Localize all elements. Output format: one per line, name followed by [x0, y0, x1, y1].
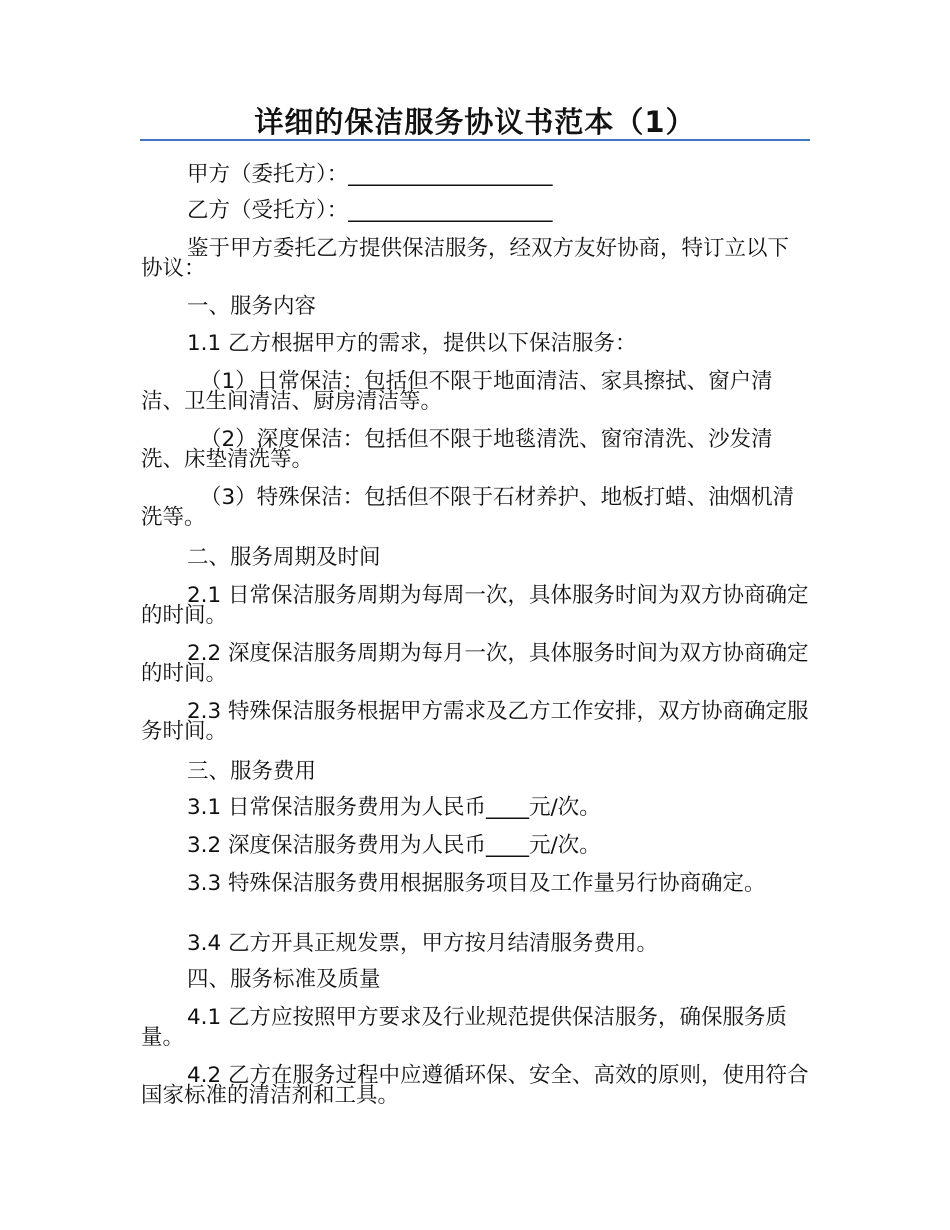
- clause-3-4: 3.4 乙方开具正规发票，甲方按月结清服务费用。: [187, 931, 659, 956]
- section-heading-2: 二、服务周期及时间: [187, 545, 381, 570]
- section-heading-1: 一、服务内容: [187, 294, 317, 319]
- service-item-1: （1）日常保洁：包括但不限于地面清洁、家具擦拭、窗户清洁、卫生间清洁、厨房清洁等。: [141, 369, 773, 414]
- service-item-3: （3）特殊保洁：包括但不限于石材养护、地板打蜡、油烟机清洗等。: [141, 485, 795, 530]
- clause-3-3: 3.3 特殊保洁服务费用根据服务项目及工作量另行协商确定。: [187, 871, 766, 896]
- preamble-paragraph: 鉴于甲方委托乙方提供保洁服务，经双方友好协商，特订立以下协议：: [141, 236, 790, 281]
- clause-4-2: 4.2 乙方在服务过程中应遵循环保、安全、高效的原则，使用符合国家标准的清洁剂和工具。: [141, 1063, 809, 1108]
- clause-2-1: 2.1 日常保洁服务周期为每周一次，具体服务时间为双方协商确定的时间。: [141, 583, 809, 628]
- party-a-line: 甲方（委托方）：___________________: [187, 162, 553, 187]
- section-heading-4: 四、服务标准及质量: [187, 967, 381, 992]
- clause-4-1: 4.1 乙方应按照甲方要求及行业规范提供保洁服务，确保服务质量。: [141, 1005, 788, 1050]
- clause-3-2: 3.2 深度保洁服务费用为人民币____元/次。: [187, 833, 601, 858]
- section-heading-3: 三、服务费用: [187, 759, 317, 784]
- document-title: 详细的保洁服务协议书范本（1）: [254, 105, 696, 139]
- clause-3-1: 3.1 日常保洁服务费用为人民币____元/次。: [187, 795, 601, 820]
- service-item-2: （2）深度保洁：包括但不限于地毯清洗、窗帘清洗、沙发清洗、床垫清洗等。: [141, 427, 773, 472]
- title-underline: [140, 139, 810, 141]
- clause-2-2: 2.2 深度保洁服务周期为每月一次，具体服务时间为双方协商确定的时间。: [141, 641, 809, 686]
- clause-2-3: 2.3 特殊保洁服务根据甲方需求及乙方工作安排，双方协商确定服务时间。: [141, 699, 809, 744]
- clause-1-1: 1.1 乙方根据甲方的需求，提供以下保洁服务：: [187, 331, 637, 356]
- party-b-line: 乙方（受托方）：___________________: [187, 198, 553, 223]
